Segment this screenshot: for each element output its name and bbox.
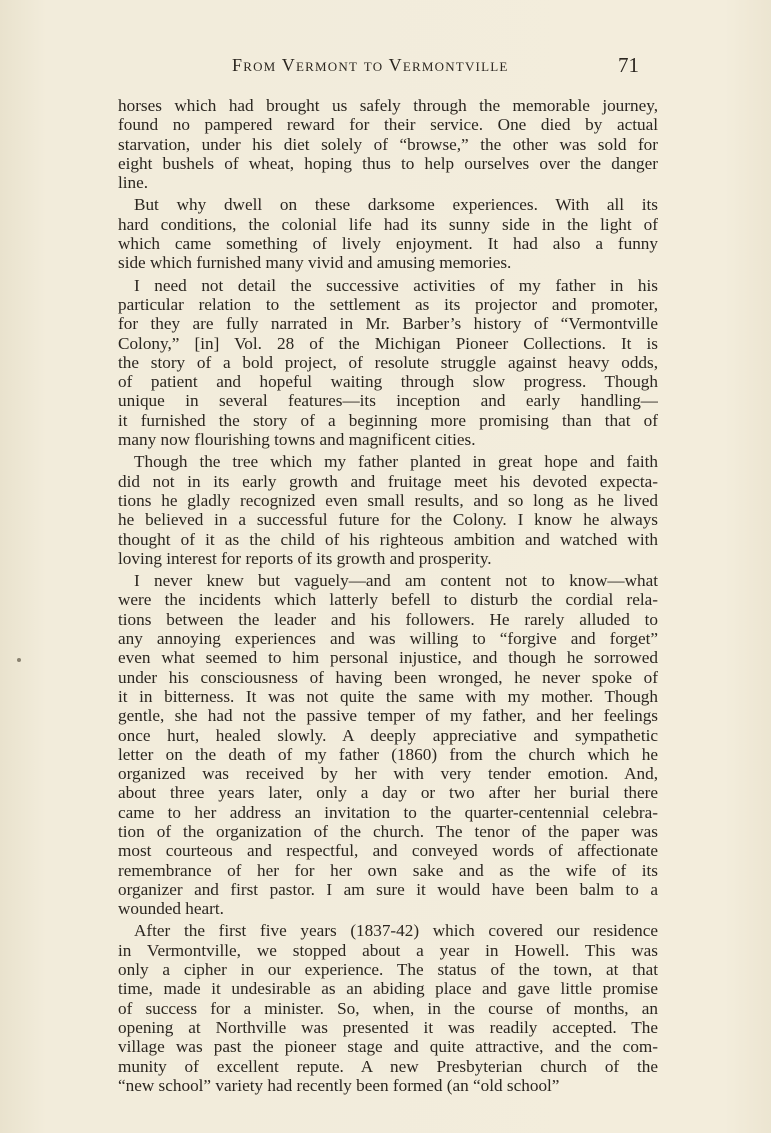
text-line: were the incidents which latterly befell to disturb the cordial rela- (118, 590, 658, 610)
paragraph (118, 571, 658, 918)
paragraph (118, 921, 658, 1095)
running-head (0, 55, 771, 85)
text-line: about three years later, only a day or two after her burial there (118, 783, 658, 803)
text-line: found no pampered reward for their service. One died by actual (118, 115, 658, 135)
text-line: for they are fully narrated in Mr. Barber’s history of “Vermontville (118, 314, 658, 334)
text-line: in Vermontville, we stopped about a year in Howell. This was (118, 940, 658, 960)
text-line: loving interest for reports of its growth and prosperity. (118, 548, 492, 568)
text-line: of success for a minister. So, when, in the course of months, an (118, 998, 658, 1018)
text-line: under his consciousness of having been wronged, he never spoke of (118, 667, 658, 687)
text-line: even what seemed to him personal injustice, and though he sorrowed (118, 648, 658, 668)
text-line: wounded heart. (118, 899, 224, 919)
text-line: tions between the leader and his followers. He rarely alluded to (118, 609, 658, 629)
text-line: the story of a bold project, of resolute struggle against heavy odds, (118, 352, 658, 372)
text-line: he believed in a successful future for the Colony. I know he always (118, 510, 658, 530)
paragraph (118, 452, 658, 568)
text-line: it furnished the story of a beginning more promising than that of (118, 410, 658, 430)
text-line: But why dwell on these darksome experiences. With all its (134, 195, 658, 215)
text-line: unique in several features—its inception and early handling— (118, 391, 658, 411)
text-line: most courteous and respectful, and conveyed words of affectionate (118, 841, 658, 861)
text-line: which came something of lively enjoyment. It had also a funny (118, 234, 658, 254)
text-line: Colony,” [in] Vol. 28 of the Michigan Pioneer Collections. It is (118, 333, 658, 353)
text-line: thought of it as the child of his righteous ambition and watched with (118, 529, 658, 549)
text-line: “new school” variety had recently been formed (an “old school” (118, 1075, 560, 1095)
text-line: did not in its early growth and fruitage meet his devoted expecta- (118, 471, 658, 491)
text-line: eight bushels of wheat, hoping thus to help ourselves over the danger (118, 153, 658, 173)
text-line: once hurt, healed slowly. A deeply appreciative and sympathetic (118, 725, 658, 745)
page-number: 71 (618, 53, 639, 77)
text-line: many now flourishing towns and magnificent cities. (118, 430, 476, 450)
text-line: hard conditions, the colonial life had its sunny side in the light of (118, 214, 658, 234)
text-line: gentle, she had not the passive temper of my father, and her feelings (118, 706, 658, 726)
text-line: I never knew but vaguely—and am content not to know—what (134, 571, 658, 591)
text-line: time, made it undesirable as an abiding place and gave little promise (118, 979, 658, 999)
text-line: I need not detail the successive activities of my father in his (134, 275, 658, 295)
text-line: tion of the organization of the church. The tenor of the paper was (118, 821, 658, 841)
text-line: organized was received by her with very tender emotion. And, (118, 764, 658, 784)
text-line: Though the tree which my father planted in great hope and faith (134, 452, 658, 472)
text-line: remembrance of her for her own sake and as the wife of its (118, 860, 658, 880)
paragraph (118, 276, 658, 450)
text-line: line. (118, 173, 149, 193)
paragraph (118, 96, 658, 192)
text-line: After the first five years (1837-42) which covered our residence (134, 921, 658, 941)
text-line: letter on the death of my father (1860) from the church which he (118, 744, 658, 764)
text-line: any annoying experiences and was willing to “forgive and forget” (118, 629, 658, 649)
paper-speck (17, 658, 21, 662)
text-line: came to her address an invitation to the quarter-centennial celebra- (118, 802, 658, 822)
text-line: only a cipher in our experience. The status of the town, at that (118, 960, 658, 980)
text-line: organizer and first pastor. I am sure it would have been balm to a (118, 879, 658, 899)
text-line: horses which had brought us safely through the memorable journey, (118, 96, 658, 115)
paragraph (118, 195, 658, 272)
text-line: starvation, under his diet solely of “browse,” the other was sold for (118, 134, 658, 154)
text-line: side which furnished many vivid and amusing memories. (118, 253, 512, 273)
text-line: village was past the pioneer stage and quite attractive, and the com- (118, 1037, 658, 1057)
text-line: it in bitterness. It was not quite the same with my mother. Though (118, 686, 658, 706)
text-line: munity of excellent repute. A new Presbyterian church of the (118, 1056, 658, 1076)
text-line: particular relation to the settlement as its projector and promoter, (118, 294, 658, 314)
text-line: tions he gladly recognized even small results, and so long as he lived (118, 490, 658, 510)
text-line: of patient and hopeful waiting through slow progress. Though (118, 372, 658, 392)
running-title: From Vermont to Vermontville (232, 55, 509, 75)
body-text (118, 96, 658, 1095)
text-line: opening at Northville was presented it was readily accepted. The (118, 1017, 658, 1037)
